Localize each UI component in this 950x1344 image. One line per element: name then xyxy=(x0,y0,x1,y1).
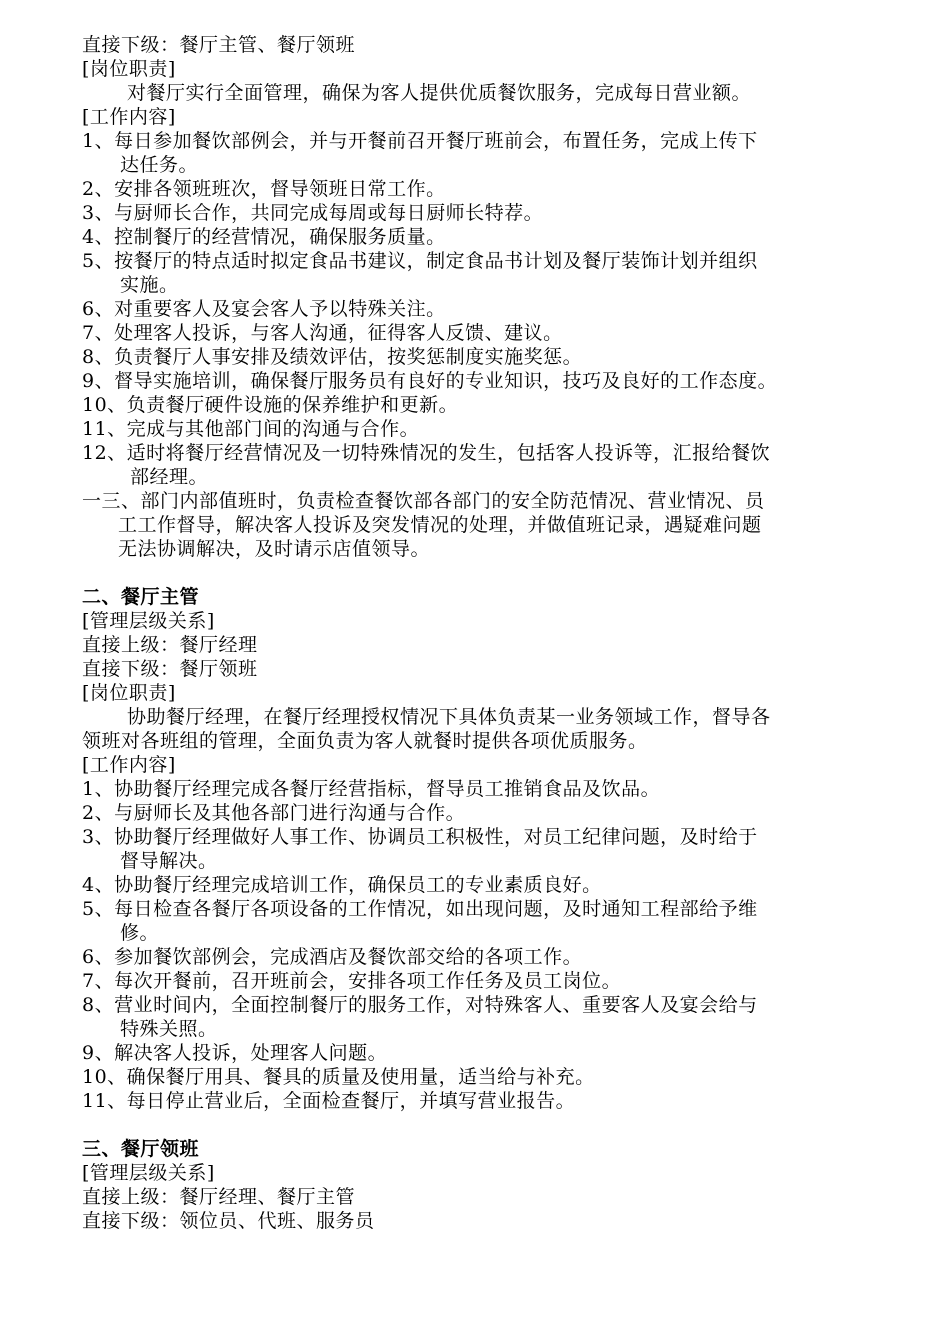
duty-tag: [岗位职责] xyxy=(82,58,176,80)
duty-tag: [岗位职责] xyxy=(82,682,176,704)
list-item: 11、每日停止营业后，全面检查餐厅，并填写营业报告。 xyxy=(82,1090,576,1112)
list-item: 一三、部门内部值班时，负责检查餐饮部各部门的安全防范情况、营业情况、员 xyxy=(82,490,765,512)
list-item: 3、协助餐厅经理做好人事工作、协调员工积极性，对员工纪律问题，及时给于 xyxy=(82,826,758,848)
list-item: 2、与厨师长及其他各部门进行沟通与合作。 xyxy=(82,802,466,824)
list-item: 2、安排各领班班次，督导领班日常工作。 xyxy=(82,178,446,200)
list-item-cont: 达任务。 xyxy=(120,154,199,176)
section-heading: 三、餐厅领班 xyxy=(82,1138,200,1160)
list-item: 6、参加餐饮部例会，完成酒店及餐饮部交给的各项工作。 xyxy=(82,946,583,968)
list-item: 5、按餐厅的特点适时拟定食品书建议，制定食品书计划及餐厅装饰计划并组织 xyxy=(82,250,758,272)
list-item-cont: 督导解决。 xyxy=(120,850,218,872)
work-tag: [工作内容] xyxy=(82,106,176,128)
list-item: 8、负责餐厅人事安排及绩效评估，按奖惩制度实施奖惩。 xyxy=(82,346,583,368)
list-item: 1、协助餐厅经理完成各餐厅经营指标，督导员工推销食品及饮品。 xyxy=(82,778,661,800)
list-item: 9、解决客人投诉，处理客人问题。 xyxy=(82,1042,388,1064)
direct-subordinate: 直接下级：餐厅领班 xyxy=(82,658,258,680)
list-item: 7、处理客人投诉，与客人沟通，征得客人反馈、建议。 xyxy=(82,322,563,344)
list-item: 7、每次开餐前，召开班前会，安排各项工作任务及员工岗位。 xyxy=(82,970,622,992)
relation-tag: [管理层级关系] xyxy=(82,610,215,632)
direct-subordinate: 直接下级：领位员、代班、服务员 xyxy=(82,1210,375,1232)
list-item-cont: 特殊关照。 xyxy=(120,1018,218,1040)
direct-superior: 直接上级：餐厅经理、餐厅主管 xyxy=(82,1186,356,1208)
document-page xyxy=(82,33,872,1233)
list-item-cont: 工工作督导，解决客人投诉及突发情况的处理，并做值班记录，遇疑难问题 xyxy=(118,514,762,536)
list-item-cont: 实施。 xyxy=(120,274,179,296)
work-tag: [工作内容] xyxy=(82,754,176,776)
list-item: 10、负责餐厅硬件设施的保养维护和更新。 xyxy=(82,394,459,416)
duty-text: 对餐厅实行全面管理，确保为客人提供优质餐饮服务，完成每日营业额。 xyxy=(127,82,752,104)
list-item: 11、完成与其他部门间的沟通与合作。 xyxy=(82,418,420,440)
direct-subordinate: 直接下级：餐厅主管、餐厅领班 xyxy=(82,34,356,56)
list-item: 10、确保餐厅用具、餐具的质量及使用量，适当给与补充。 xyxy=(82,1066,595,1088)
list-item: 9、督导实施培训，确保餐厅服务员有良好的专业知识，技巧及良好的工作态度。 xyxy=(82,370,778,392)
duty-text: 协助餐厅经理，在餐厅经理授权情况下具体负责某一业务领域工作，督导各 xyxy=(127,706,771,728)
duty-text-cont: 领班对各班组的管理，全面负责为客人就餐时提供各项优质服务。 xyxy=(82,730,648,752)
list-item-cont: 部经理。 xyxy=(130,466,209,488)
list-item: 12、适时将餐厅经营情况及一切特殊情况的发生，包括客人投诉等，汇报给餐饮 xyxy=(82,442,771,464)
list-item: 4、控制餐厅的经营情况，确保服务质量。 xyxy=(82,226,446,248)
list-item: 8、营业时间内，全面控制餐厅的服务工作，对特殊客人、重要客人及宴会给与 xyxy=(82,994,758,1016)
list-item-cont: 修。 xyxy=(120,922,160,944)
list-item: 3、与厨师长合作，共同完成每周或每日厨师长特荐。 xyxy=(82,202,544,224)
section-heading: 二、餐厅主管 xyxy=(82,586,200,608)
list-item: 4、协助餐厅经理完成培训工作，确保员工的专业素质良好。 xyxy=(82,874,602,896)
list-item: 6、对重要客人及宴会客人予以特殊关注。 xyxy=(82,298,446,320)
relation-tag: [管理层级关系] xyxy=(82,1162,215,1184)
direct-superior: 直接上级：餐厅经理 xyxy=(82,634,258,656)
list-item: 5、每日检查各餐厅各项设备的工作情况，如出现问题，及时通知工程部给予维 xyxy=(82,898,758,920)
list-item: 1、每日参加餐饮部例会，并与开餐前召开餐厅班前会，布置任务，完成上传下 xyxy=(82,130,758,152)
list-item-cont: 无法协调解决，及时请示店值领导。 xyxy=(118,538,431,560)
